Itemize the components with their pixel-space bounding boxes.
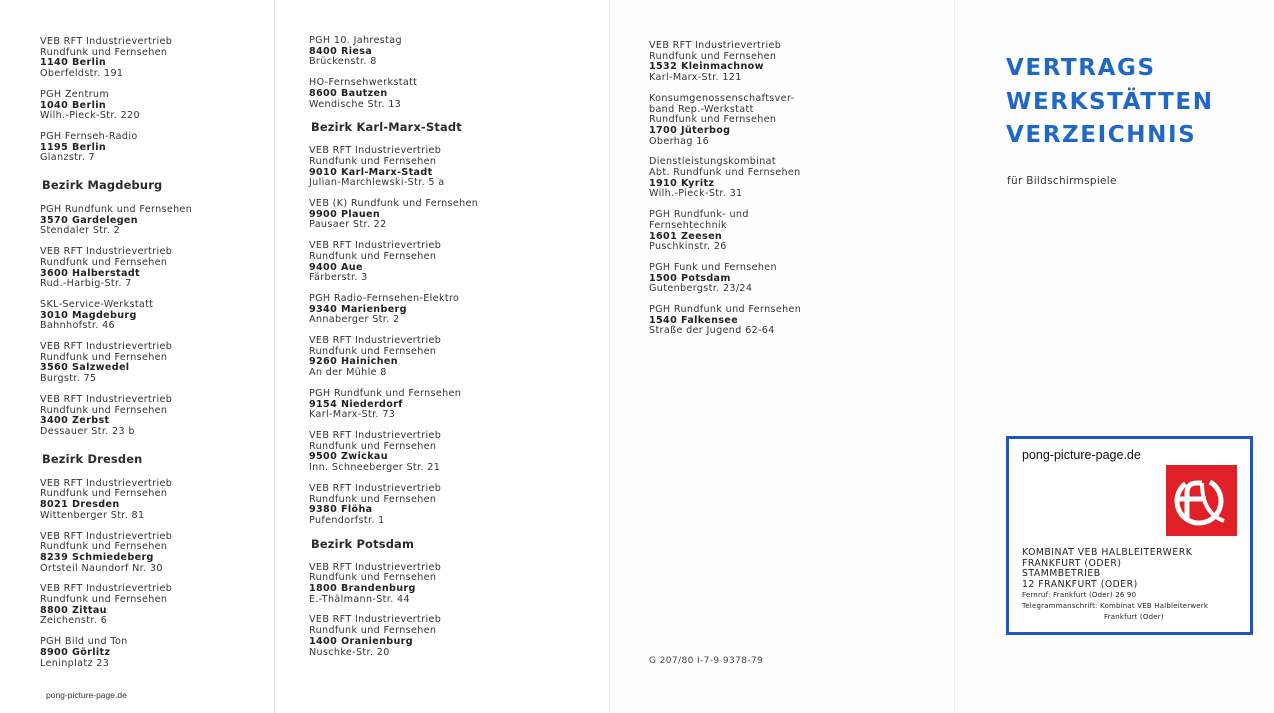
entry-postcode: 1601	[649, 230, 678, 242]
entry-org-line: Rundfunk und Fernsehen	[40, 404, 168, 416]
leaflet-cover-panel	[955, 0, 1274, 713]
entry-street: Karl-Marx-Str. 121	[649, 72, 742, 84]
entry-city: Hainichen	[341, 356, 398, 368]
address-group	[40, 205, 192, 438]
entry-city: Gardelegen	[72, 214, 138, 226]
address-entry	[40, 584, 192, 627]
entry-org-line: PGH Bild und Ton	[40, 636, 128, 648]
company-stamp	[1006, 436, 1253, 635]
stamp-telegram-city: Frankfurt (Oder)	[1104, 612, 1164, 621]
entry-city: Zwickau	[341, 451, 388, 463]
entry-postcode-city	[40, 648, 192, 659]
address-entry	[309, 484, 478, 527]
stamp-phone: Fernruf: Frankfurt (Oder) 26 90	[1022, 591, 1137, 600]
entry-postcode: 1700	[649, 124, 678, 136]
entry-street: Stendaler Str. 2	[40, 225, 121, 237]
entry-postcode: 8800	[40, 604, 69, 616]
entry-street: Dessauer Str. 23 b	[40, 425, 135, 437]
entry-postcode: 9260	[309, 356, 338, 368]
entry-city: Schmiedeberg	[72, 551, 154, 563]
entry-org-line: VEB RFT Industrievertrieb	[309, 614, 442, 626]
entry-street: Zeichenstr. 6	[40, 615, 108, 627]
entry-city: Riesa	[341, 45, 373, 57]
entry-street: Inn. Schneeberger Str. 21	[309, 462, 441, 474]
entry-org-line: Rundfunk und Fernsehen	[309, 625, 437, 637]
entry-street: E.-Thälmann-Str. 44	[309, 593, 410, 605]
region-heading-karl-marx-stadt: Bezirk Karl-Marx-Stadt	[311, 120, 462, 135]
entry-city: Zittau	[72, 604, 107, 616]
entry-org-line: Rundfunk und Fernsehen	[309, 440, 437, 452]
address-group	[649, 41, 801, 337]
address-entry	[309, 78, 478, 110]
entry-city: Flöha	[341, 504, 373, 516]
entry-org-line: VEB (K) Rundfunk und Fernsehen	[309, 198, 479, 210]
address-entry	[309, 389, 478, 421]
address-group	[40, 37, 192, 164]
entry-postcode: 1040	[40, 99, 69, 111]
entry-street: Brückenstr. 8	[309, 56, 377, 68]
entry-org-line: Rundfunk und Fernsehen	[309, 155, 437, 167]
entry-city: Berlin	[72, 99, 107, 111]
entry-city: Falkensee	[681, 314, 739, 326]
address-entry	[309, 431, 478, 474]
entry-org-line: Rundfunk und Fernsehen	[649, 114, 777, 126]
entry-street: Wilh.-Pieck-Str. 31	[649, 188, 743, 200]
entry-street: Oberfeldstr. 191	[40, 68, 124, 80]
entry-postcode: 1800	[309, 583, 338, 595]
entry-postcode: 9400	[309, 261, 338, 273]
entry-city: Zeesen	[681, 230, 723, 242]
entry-street: An der Mühle 8	[309, 367, 387, 379]
entry-org-line: PGH Rundfunk und Fernsehen	[40, 204, 193, 216]
entry-city: Zerbst	[72, 415, 110, 427]
entry-org-line: HO-Fernsehwerkstatt	[309, 77, 418, 89]
entry-city: Brandenburg	[341, 583, 416, 595]
entry-street: Wendische Str. 13	[309, 98, 402, 110]
entry-org-line: VEB RFT Industrievertrieb	[40, 477, 173, 489]
address-entry	[40, 90, 192, 122]
entry-street: Nuschke-Str. 20	[309, 646, 390, 658]
entry-postcode: 8900	[40, 646, 69, 658]
entry-org-line: Konsumgenossenschaftsver-	[649, 92, 795, 104]
entry-org-line: PGH Rundfunk- und	[649, 209, 749, 221]
stamp-telegram: Telegrammanschrift: Kombinat VEB Halbleiterwerk	[1022, 602, 1209, 611]
entry-postcode: 3400	[40, 415, 69, 427]
entry-city: Berlin	[72, 141, 107, 153]
entry-org-line: Rundfunk und Fernsehen	[40, 256, 168, 268]
entry-org-line: Fernsehtechnik	[649, 219, 727, 231]
entry-org-line: Rundfunk und Fernsehen	[309, 345, 437, 357]
entry-city: Salzwedel	[72, 362, 130, 374]
stamp-address	[1022, 548, 1208, 623]
entry-org-line: Rundfunk und Fernsehen	[40, 351, 168, 363]
entry-city: Karl-Marx-Stadt	[341, 166, 433, 178]
watermark-text: pong-picture-page.de	[46, 690, 127, 700]
entry-postcode: 1195	[40, 141, 69, 153]
address-entry	[649, 263, 801, 295]
entry-street: Pausaer Str. 22	[309, 219, 387, 231]
title-line: WERKSTÄTTEN	[1006, 88, 1214, 115]
entry-org-line: VEB RFT Industrievertrieb	[309, 240, 442, 252]
cover-subtitle: für Bildschirmspiele	[1007, 175, 1117, 187]
entry-street: Rud.-Harbig-Str. 7	[40, 278, 132, 290]
entry-org-line: PGH Funk und Fernsehen	[649, 261, 777, 273]
entry-city: Bautzen	[341, 87, 388, 99]
entry-postcode: 8400	[309, 45, 338, 57]
address-entry	[309, 36, 478, 68]
address-entry	[40, 37, 192, 80]
entry-street: Annaberger Str. 2	[309, 314, 400, 326]
address-entry	[649, 305, 801, 337]
entry-city: Halberstadt	[72, 267, 140, 279]
entry-street: Julian-Marchlewski-Str. 5 a	[309, 177, 445, 189]
entry-street: Färberstr. 3	[309, 272, 368, 284]
entry-postcode: 9500	[309, 451, 338, 463]
leaflet-panel-3	[610, 0, 955, 713]
address-entry	[40, 395, 192, 438]
stamp-line: KOMBINAT VEB HALBLEITERWERK	[1022, 547, 1193, 558]
entry-org-line: VEB RFT Industrievertrieb	[40, 246, 173, 258]
entry-street: Burgstr. 75	[40, 373, 97, 385]
entry-postcode: 9900	[309, 208, 338, 220]
entry-postcode: 1532	[649, 61, 678, 73]
entry-org-line: Rundfunk und Fernsehen	[40, 46, 168, 58]
address-entry	[309, 199, 478, 231]
address-entry	[40, 300, 192, 332]
entry-city: Potsdam	[681, 272, 731, 284]
entry-postcode: 1540	[649, 314, 678, 326]
address-entry	[649, 157, 801, 200]
stamp-line: FRANKFURT (ODER)	[1022, 557, 1122, 569]
entry-org-line: band Rep.-Werkstatt	[649, 103, 754, 115]
entry-city: Magdeburg	[72, 309, 137, 321]
entry-org-line: VEB RFT Industrievertrieb	[40, 393, 173, 405]
entry-org-line: PGH 10. Jahrestag	[309, 35, 402, 46]
entry-postcode: 9340	[309, 303, 338, 315]
address-entry	[309, 563, 478, 606]
entry-postcode: 1500	[649, 272, 678, 284]
entry-org-line: VEB RFT Industrievertrieb	[309, 482, 442, 494]
entry-city: Oranienburg	[341, 635, 413, 647]
region-heading-dresden: Bezirk Dresden	[42, 451, 143, 466]
entry-street: Karl-Marx-Str. 73	[309, 409, 396, 421]
entry-city: Jüterbog	[681, 124, 731, 136]
title-line: VERTRAGS	[1006, 55, 1156, 81]
entry-postcode-city	[40, 553, 192, 564]
entry-org-line: VEB RFT Industrievertrieb	[309, 335, 442, 347]
entry-org-line: Rundfunk und Fernsehen	[649, 50, 777, 62]
entry-postcode: 9154	[309, 398, 338, 410]
entry-postcode: 3560	[40, 362, 69, 374]
entry-postcode: 9010	[309, 166, 338, 178]
address-group	[309, 146, 478, 526]
entry-postcode: 1910	[649, 177, 678, 189]
entry-org-line: PGH Radio-Fernsehen-Elektro	[309, 292, 460, 304]
entry-postcode-city	[309, 89, 478, 100]
entry-city: Görlitz	[72, 646, 111, 658]
address-entry	[649, 94, 801, 148]
address-entry	[40, 479, 192, 522]
address-entry	[309, 336, 478, 379]
entry-street: Bahnhofstr. 46	[40, 320, 115, 332]
entry-street: Leninplatz 23	[40, 657, 110, 669]
address-entry	[40, 247, 192, 290]
rft-halbleiterwerk-logo-icon	[1166, 465, 1237, 536]
entry-postcode: 3570	[40, 214, 69, 226]
address-column-2	[309, 36, 478, 668]
entry-org-line: Rundfunk und Fernsehen	[309, 572, 437, 584]
address-column-1	[40, 37, 192, 679]
entry-org-line: VEB RFT Industrievertrieb	[309, 429, 442, 441]
entry-org-line: PGH Zentrum	[40, 88, 110, 100]
entry-org-line: Rundfunk und Fernsehen	[40, 541, 168, 553]
entry-street: Oberhag 16	[649, 135, 710, 147]
address-entry	[309, 241, 478, 284]
entry-street: Gutenbergstr. 23/24	[649, 283, 753, 295]
entry-postcode: 1400	[309, 635, 338, 647]
entry-org-line: Abt. Rundfunk und Fernsehen	[649, 167, 801, 179]
entry-postcode: 9380	[309, 504, 338, 516]
address-entry	[309, 294, 478, 326]
address-entry	[40, 342, 192, 385]
entry-street: Wilh.-Pieck-Str. 220	[40, 110, 140, 122]
entry-city: Aue	[341, 261, 363, 273]
entry-org-line: PGH Rundfunk und Fernsehen	[309, 387, 462, 399]
address-entry	[40, 637, 192, 669]
entry-postcode: 1140	[40, 57, 69, 69]
entry-street: Pufendorfstr. 1	[309, 514, 385, 526]
entry-street: Glanzstr. 7	[40, 152, 95, 164]
entry-postcode: 3010	[40, 309, 69, 321]
entry-org-line: PGH Rundfunk und Fernsehen	[649, 304, 802, 316]
entry-org-line: VEB RFT Industrievertrieb	[40, 36, 173, 47]
entry-org-line: PGH Fernseh-Radio	[40, 130, 138, 142]
entry-city: Dresden	[72, 499, 120, 511]
entry-postcode: 8021	[40, 499, 69, 511]
address-entry	[40, 532, 192, 575]
region-heading-magdeburg: Bezirk Magdeburg	[42, 178, 163, 193]
address-entry	[40, 132, 192, 164]
address-entry	[309, 146, 478, 189]
stamp-site-text: pong-picture-page.de	[1022, 448, 1141, 462]
address-entry	[649, 210, 801, 253]
entry-org-line: VEB RFT Industrievertrieb	[40, 530, 173, 542]
entry-street: Straße der Jugend 62-64	[649, 325, 775, 337]
address-column-3	[649, 41, 801, 347]
region-heading-potsdam: Bezirk Potsdam	[311, 536, 415, 551]
address-entry	[309, 615, 478, 658]
entry-org-line: Dienstleistungskombinat	[649, 156, 776, 168]
entry-org-line: VEB RFT Industrievertrieb	[309, 145, 442, 157]
entry-street: Ortsteil Naundorf Nr. 30	[40, 562, 163, 574]
cover-title	[1006, 52, 1214, 153]
entry-city: Marienberg	[341, 303, 407, 315]
entry-city: Plauen	[341, 208, 381, 220]
title-line: VERZEICHNIS	[1006, 122, 1197, 148]
address-group	[40, 479, 192, 670]
entry-org-line: Rundfunk und Fernsehen	[309, 250, 437, 262]
entry-org-line: Rundfunk und Fernsehen	[40, 594, 168, 606]
entry-street: Puschkinstr. 26	[649, 241, 727, 253]
entry-org-line: VEB RFT Industrievertrieb	[649, 40, 782, 51]
entry-org-line: Rundfunk und Fernsehen	[309, 493, 437, 505]
entry-org-line: SKL-Service-Werkstatt	[40, 298, 154, 310]
address-group	[309, 36, 478, 110]
address-group	[309, 563, 478, 659]
entry-org-line: VEB RFT Industrievertrieb	[40, 341, 173, 353]
leaflet-panel-2	[275, 0, 610, 713]
entry-street: Wittenberger Str. 81	[40, 509, 145, 521]
entry-postcode: 8600	[309, 87, 338, 99]
entry-city: Kyritz	[681, 177, 715, 189]
entry-city: Berlin	[72, 57, 107, 69]
entry-org-line: VEB RFT Industrievertrieb	[309, 561, 442, 573]
entry-org-line: VEB RFT Industrievertrieb	[40, 583, 173, 595]
stamp-line: STAMMBETRIEB	[1022, 568, 1101, 580]
entry-city: Niederdorf	[341, 398, 403, 410]
entry-city: Kleinmachnow	[681, 61, 764, 73]
address-entry	[649, 41, 801, 84]
address-entry	[40, 205, 192, 237]
entry-postcode-city	[309, 637, 478, 648]
entry-org-line: Rundfunk und Fernsehen	[40, 488, 168, 500]
leaflet-panel-1	[0, 0, 275, 713]
entry-postcode: 3600	[40, 267, 69, 279]
entry-postcode: 8239	[40, 551, 69, 563]
print-code: G 207/80 I-7-9 9378-79	[649, 656, 764, 666]
stamp-line: 12 FRANKFURT (ODER)	[1022, 578, 1138, 590]
